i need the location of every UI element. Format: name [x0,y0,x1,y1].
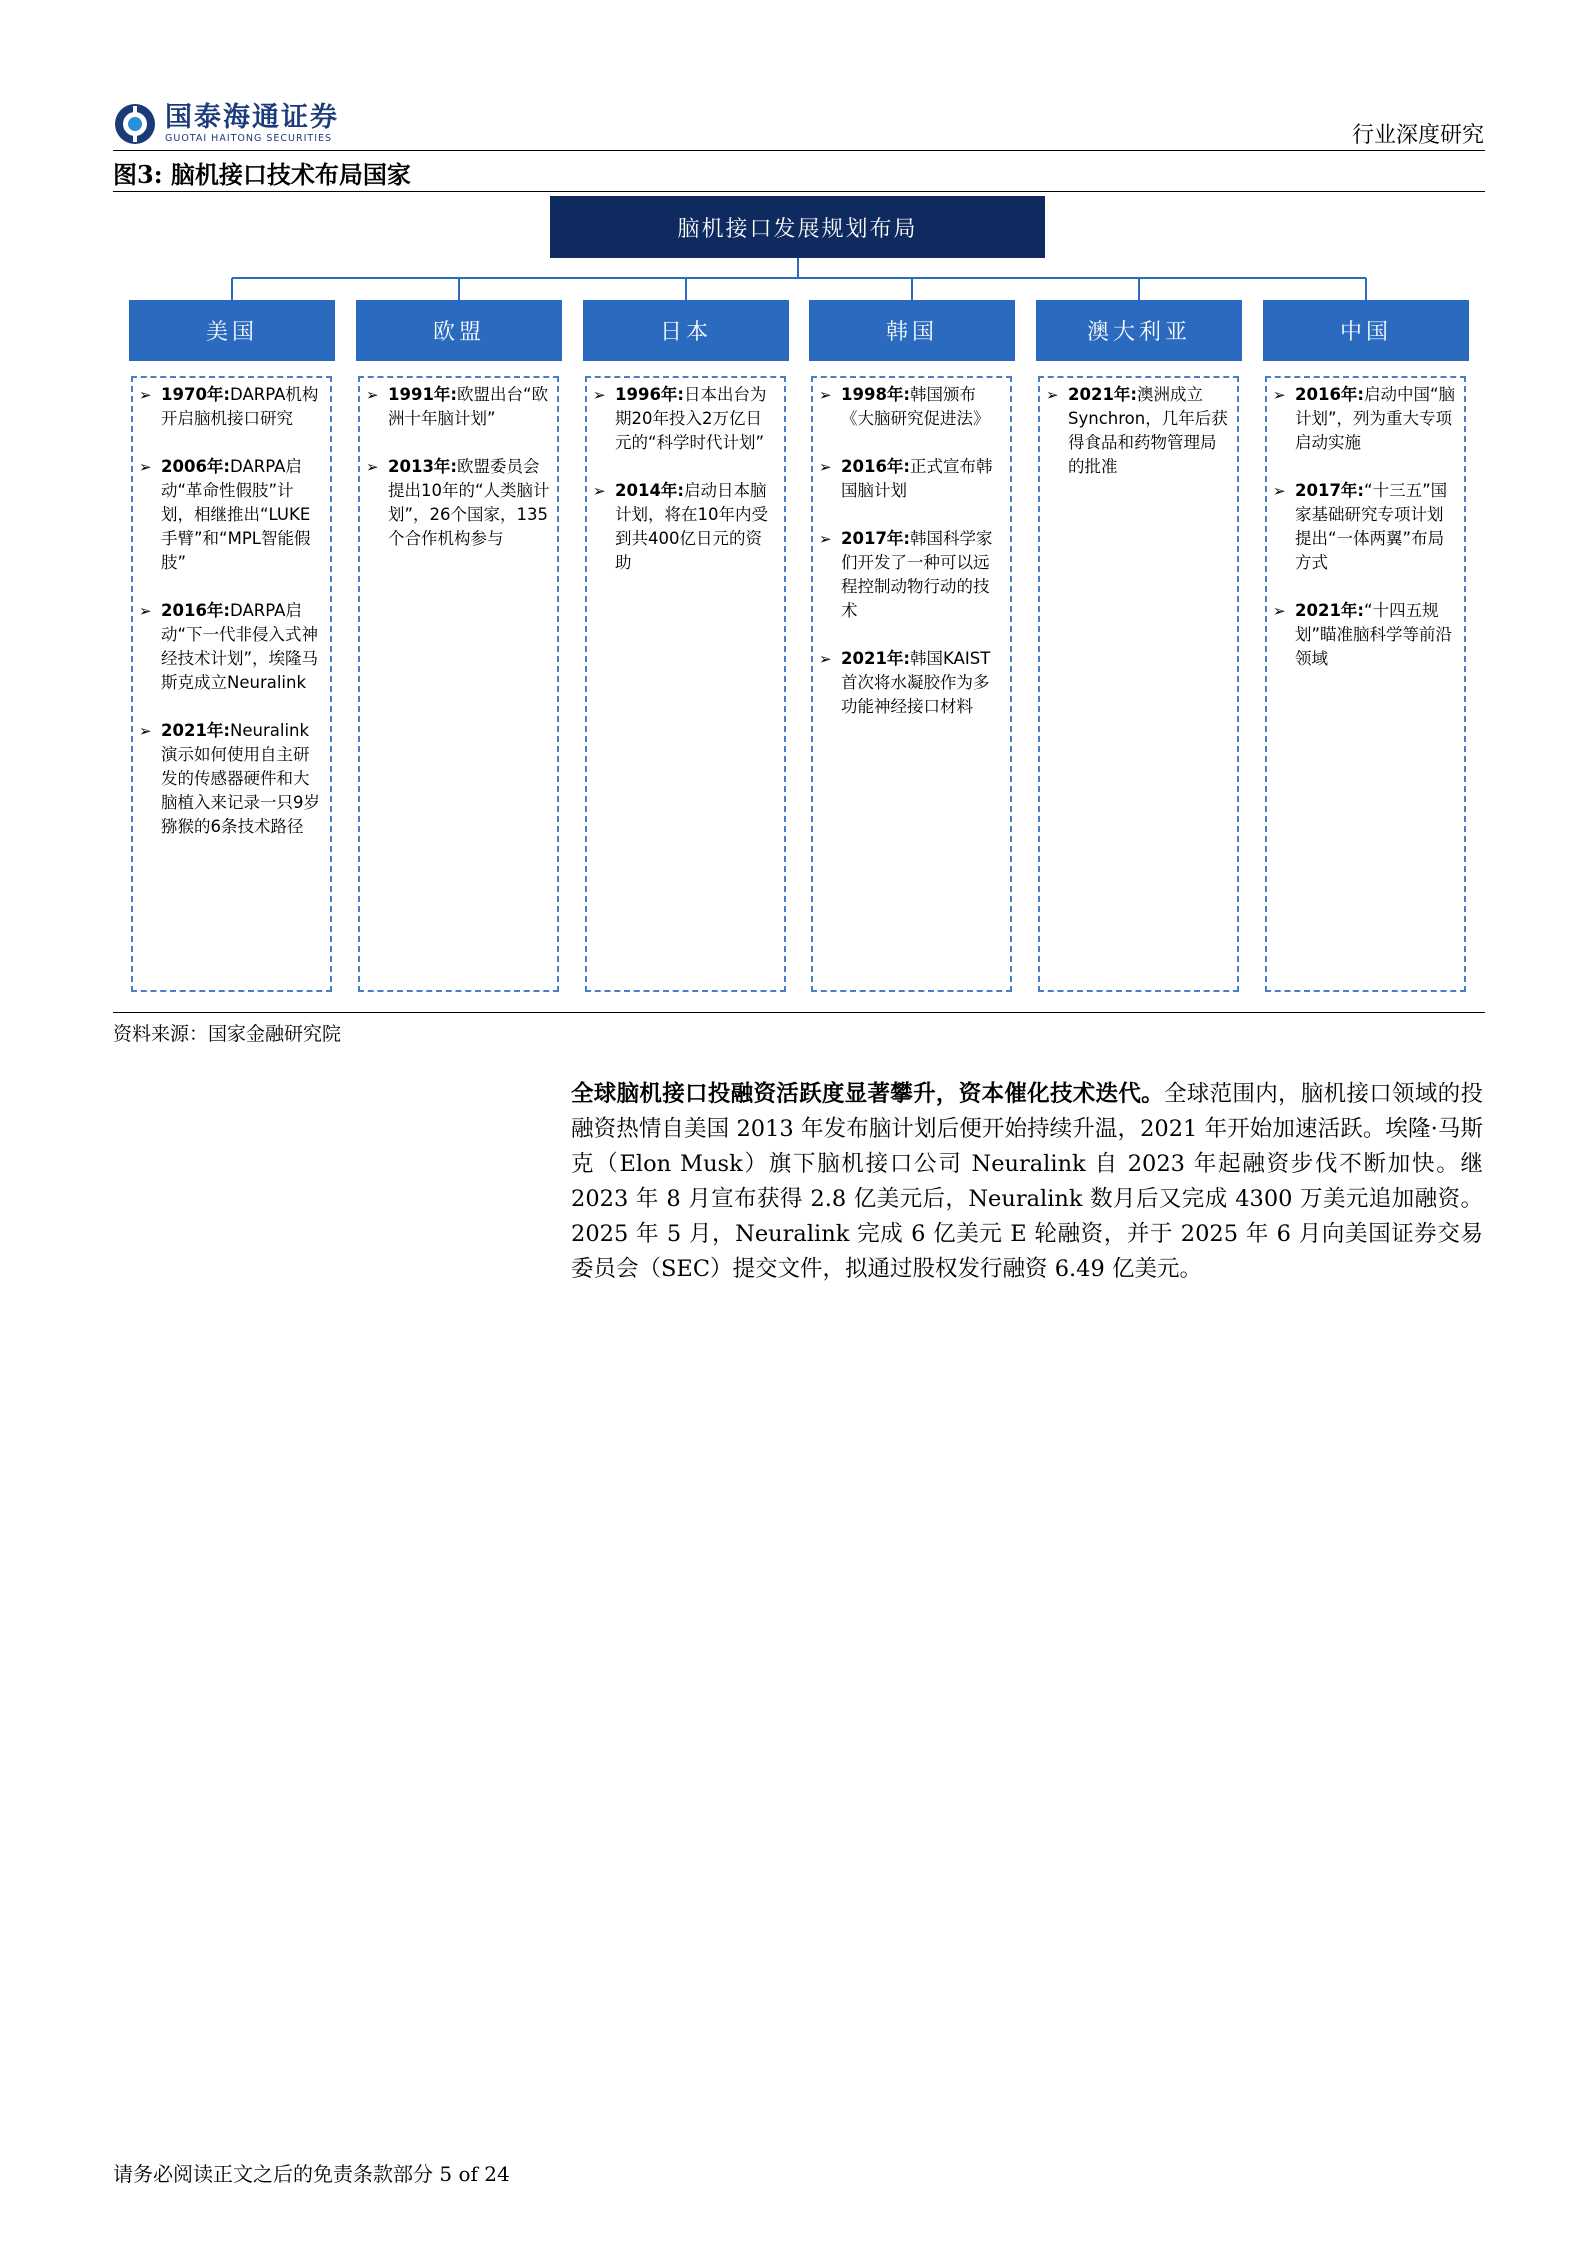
bullet-arrow-icon: ➢ [1273,602,1286,620]
paragraph-lead: 全球脑机接口投融资活跃度显著攀升，资本催化技术迭代。 [571,1081,1164,1107]
timeline-year: 2017年: [841,529,911,548]
timeline-item [1046,383,1231,479]
timeline-year: 2021年: [1068,385,1138,404]
timeline-text: 韩国颁布《大脑研究促进法》 [841,385,990,428]
country-timeline-box [1038,376,1239,992]
timeline-item [1273,599,1458,671]
timeline-text: 韩国KAIST首次将水凝胶作为多功能神经接口材料 [841,649,991,716]
timeline-text: 欧盟委员会提出10年的“人类脑计划”，26个国家，135个合作机构参与 [388,457,550,548]
timeline-text: 日本出台为期20年投入2万亿日元的“科学时代计划” [615,385,767,452]
timeline-year: 1998年: [841,385,911,404]
bullet-arrow-icon: ➢ [593,482,606,500]
timeline-year: 2021年: [1295,601,1365,620]
timeline-text: Neuralink演示如何使用自主研发的传感器硬件和大脑植入来记录一只9岁猕猴的6条技术路径 [161,721,320,836]
timeline-item [819,527,1004,623]
timeline-item [593,383,778,455]
bullet-arrow-icon: ➢ [1046,386,1059,404]
timeline-item [139,455,324,575]
timeline-year: 2014年: [615,481,685,500]
bullet-arrow-icon: ➢ [139,386,152,404]
timeline-year: 2016年: [1295,385,1365,404]
bullet-arrow-icon: ➢ [366,458,379,476]
figure-title: 图3: 脑机接口技术布局国家 [113,160,411,189]
bullet-arrow-icon: ➢ [139,602,152,620]
timeline-year: 2021年: [161,721,231,740]
timeline-item [139,383,324,431]
timeline-year: 1991年: [388,385,458,404]
timeline-text: 启动中国“脑计划”，列为重大专项启动实施 [1295,385,1456,452]
timeline-text: DARPA机构开启脑机接口研究 [161,385,319,428]
timeline-year: 1996年: [615,385,685,404]
country-header: 中国 [1263,300,1469,361]
timeline-text: “十三五”国家基础研究专项计划提出“一体两翼”布局方式 [1295,481,1448,572]
timeline-year: 2013年: [388,457,458,476]
country-header: 韩国 [809,300,1015,361]
country-header: 美国 [129,300,335,361]
timeline-item [819,455,1004,503]
timeline-item [366,455,551,551]
country-header: 日本 [583,300,789,361]
timeline-text: 欧盟出台“欧洲十年脑计划” [388,385,549,428]
country-header: 欧盟 [356,300,562,361]
page-footer: 请务必阅读正文之后的免责条款部分 5 of 24 [113,2162,510,2186]
country-timeline-box [585,376,786,992]
bullet-arrow-icon: ➢ [1273,482,1286,500]
timeline-text: 韩国科学家们开发了一种可以远程控制动物行动的技术 [841,529,993,620]
timeline-text: 澳洲成立Synchron，几年后获得食品和药物管理局的批准 [1068,385,1228,476]
body-paragraph [571,1077,1483,1287]
timeline-item [819,383,1004,431]
timeline-text: 启动日本脑计划，将在10年内受到共400亿日元的资助 [615,481,768,572]
bullet-arrow-icon: ➢ [593,386,606,404]
timeline-text: DARPA启动“下一代非侵入式神经技术计划”，埃隆马斯克成立Neuralink [161,601,319,692]
bullet-arrow-icon: ➢ [1273,386,1286,404]
bullet-arrow-icon: ➢ [139,722,152,740]
bullet-arrow-icon: ➢ [366,386,379,404]
timeline-item [366,383,551,431]
report-type: 行业深度研究 [1351,123,1484,148]
country-timeline-box [811,376,1012,992]
bullet-arrow-icon: ➢ [819,650,832,668]
country-header: 澳大利亚 [1036,300,1242,361]
diagram-root-node: 脑机接口发展规划布局 [550,196,1045,258]
bullet-arrow-icon: ➢ [819,458,832,476]
country-timeline-box [1265,376,1466,992]
country-timeline-box [131,376,332,992]
timeline-item [819,647,1004,719]
timeline-text: “十四五规划”瞄准脑科学等前沿领域 [1295,601,1453,668]
logo-chinese-name: 国泰海通证券 [165,102,339,133]
timeline-text: DARPA启动“革命性假肢”计划，相继推出“LUKE手臂”和“MPL智能假肢” [161,457,311,572]
figure-source: 资料来源：国家金融研究院 [113,1023,342,1045]
paragraph-body: 全球范围内，脑机接口领域的投融资热情自美国 2013 年发布脑计划后便开始持续升温，2021 年开始加速活跃。埃隆·马斯克（Elon Musk）旗下脑机接口公司 Neuralink 自 2023 年起融资步伐不断加快。继 2023 年 8 月宣布获得 2.8 亿美元后，Neuralink 数月后又完成 4300 万美元追加融资。2025 年 5 月，Neuralink 完成 6 亿美元 E 轮融资，并于 2025 年 6 月向美国证券交易委员会（SEC）提交文件，拟通过股权发行融资 6.49 亿美元。 [571,1081,1483,1282]
figure-bottom-divider [113,1012,1485,1013]
bullet-arrow-icon: ➢ [819,530,832,548]
timeline-item [593,479,778,575]
timeline-text: 正式宣布韩国脑计划 [841,457,993,500]
timeline-year: 2006年: [161,457,231,476]
timeline-year: 2017年: [1295,481,1365,500]
timeline-year: 1970年: [161,385,231,404]
bullet-arrow-icon: ➢ [819,386,832,404]
timeline-year: 2021年: [841,649,911,668]
timeline-year: 2016年: [161,601,231,620]
timeline-item [139,599,324,695]
timeline-item [139,719,324,839]
bullet-arrow-icon: ➢ [139,458,152,476]
timeline-item [1273,479,1458,575]
logo-english-name: GUOTAI HAITONG SECURITIES [165,133,333,144]
country-timeline-box [358,376,559,992]
timeline-year: 2016年: [841,457,911,476]
timeline-item [1273,383,1458,455]
